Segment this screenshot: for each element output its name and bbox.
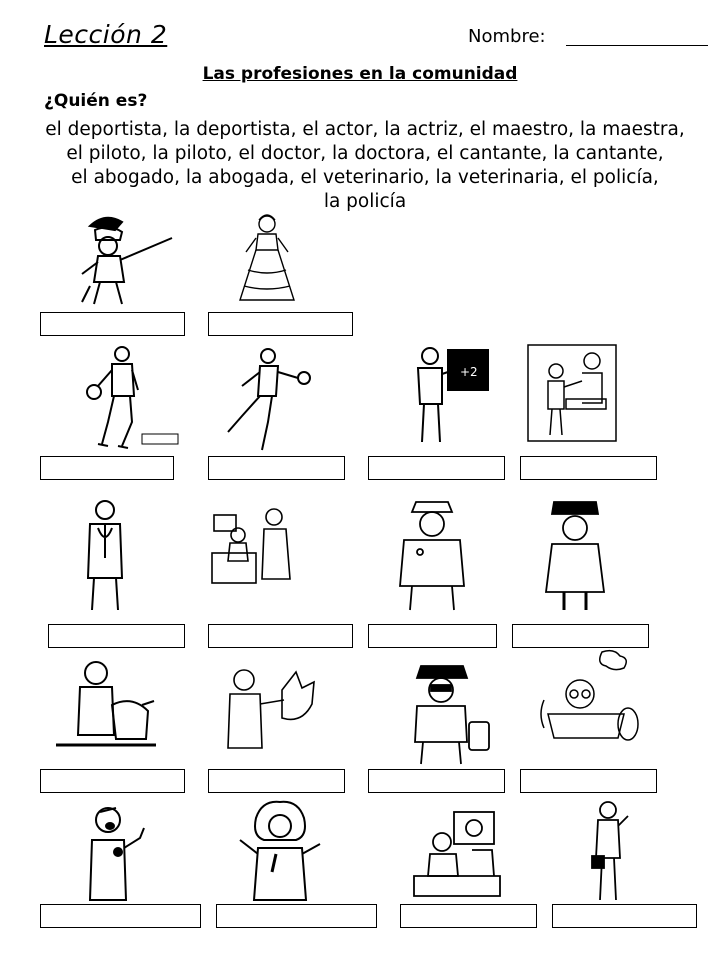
answer-box[interactable] (520, 769, 657, 793)
word-bank-line: el deportista, la deportista, el actor, la actriz, el maestro, la maestra, (45, 119, 685, 140)
answer-box[interactable] (368, 624, 497, 648)
female-lawyer-icon (588, 800, 632, 904)
name-blank-line[interactable] (566, 45, 708, 46)
answer-box[interactable] (208, 312, 353, 336)
answer-box[interactable] (368, 769, 505, 793)
word-bank (14, 118, 716, 214)
svg-text:+2: +2 (460, 365, 478, 379)
word-bank-line: la policía (323, 191, 407, 213)
male-pilot-icon (403, 658, 495, 766)
male-teacher-icon (410, 342, 490, 448)
female-pilot-icon (534, 648, 642, 760)
female-singer-icon (232, 800, 328, 904)
female-veterinarian-icon (222, 664, 324, 752)
female-doctor-icon (210, 505, 302, 605)
word-bank-line: el abogado, la abogada, el veterinario, la veterinaria, el policía, (71, 167, 659, 189)
answer-box[interactable] (40, 456, 174, 480)
answer-box[interactable] (400, 904, 537, 928)
female-teacher-icon (526, 343, 618, 443)
answer-box[interactable] (512, 624, 649, 648)
actor-icon (60, 212, 185, 307)
word-bank-line: el piloto, la piloto, el doctor, la doctora, el cantante, la cantante, (66, 143, 664, 165)
male-doctor-icon (80, 498, 130, 614)
actress-icon (232, 210, 302, 302)
male-police-icon (392, 494, 472, 612)
male-veterinarian-icon (52, 655, 162, 752)
answer-box[interactable] (208, 769, 345, 793)
name-label: Nombre: (468, 26, 546, 47)
question-heading: ¿Quién es? (44, 91, 148, 111)
male-lawyer-icon (412, 806, 502, 898)
answer-box[interactable] (40, 769, 185, 793)
worksheet-subtitle: Las profesiones en la comunidad (202, 64, 518, 84)
answer-box[interactable] (208, 624, 353, 648)
female-police-icon (540, 496, 610, 612)
male-singer-icon (70, 800, 150, 904)
answer-box[interactable] (520, 456, 657, 480)
answer-box[interactable] (216, 904, 377, 928)
answer-box[interactable] (368, 456, 505, 480)
male-athlete-icon (78, 344, 183, 454)
female-athlete-icon (222, 346, 322, 454)
answer-box[interactable] (208, 456, 345, 480)
answer-box[interactable] (40, 312, 185, 336)
answer-box[interactable] (48, 624, 185, 648)
answer-box[interactable] (552, 904, 697, 928)
answer-box[interactable] (40, 904, 201, 928)
lesson-title: Lección 2 (44, 20, 168, 49)
